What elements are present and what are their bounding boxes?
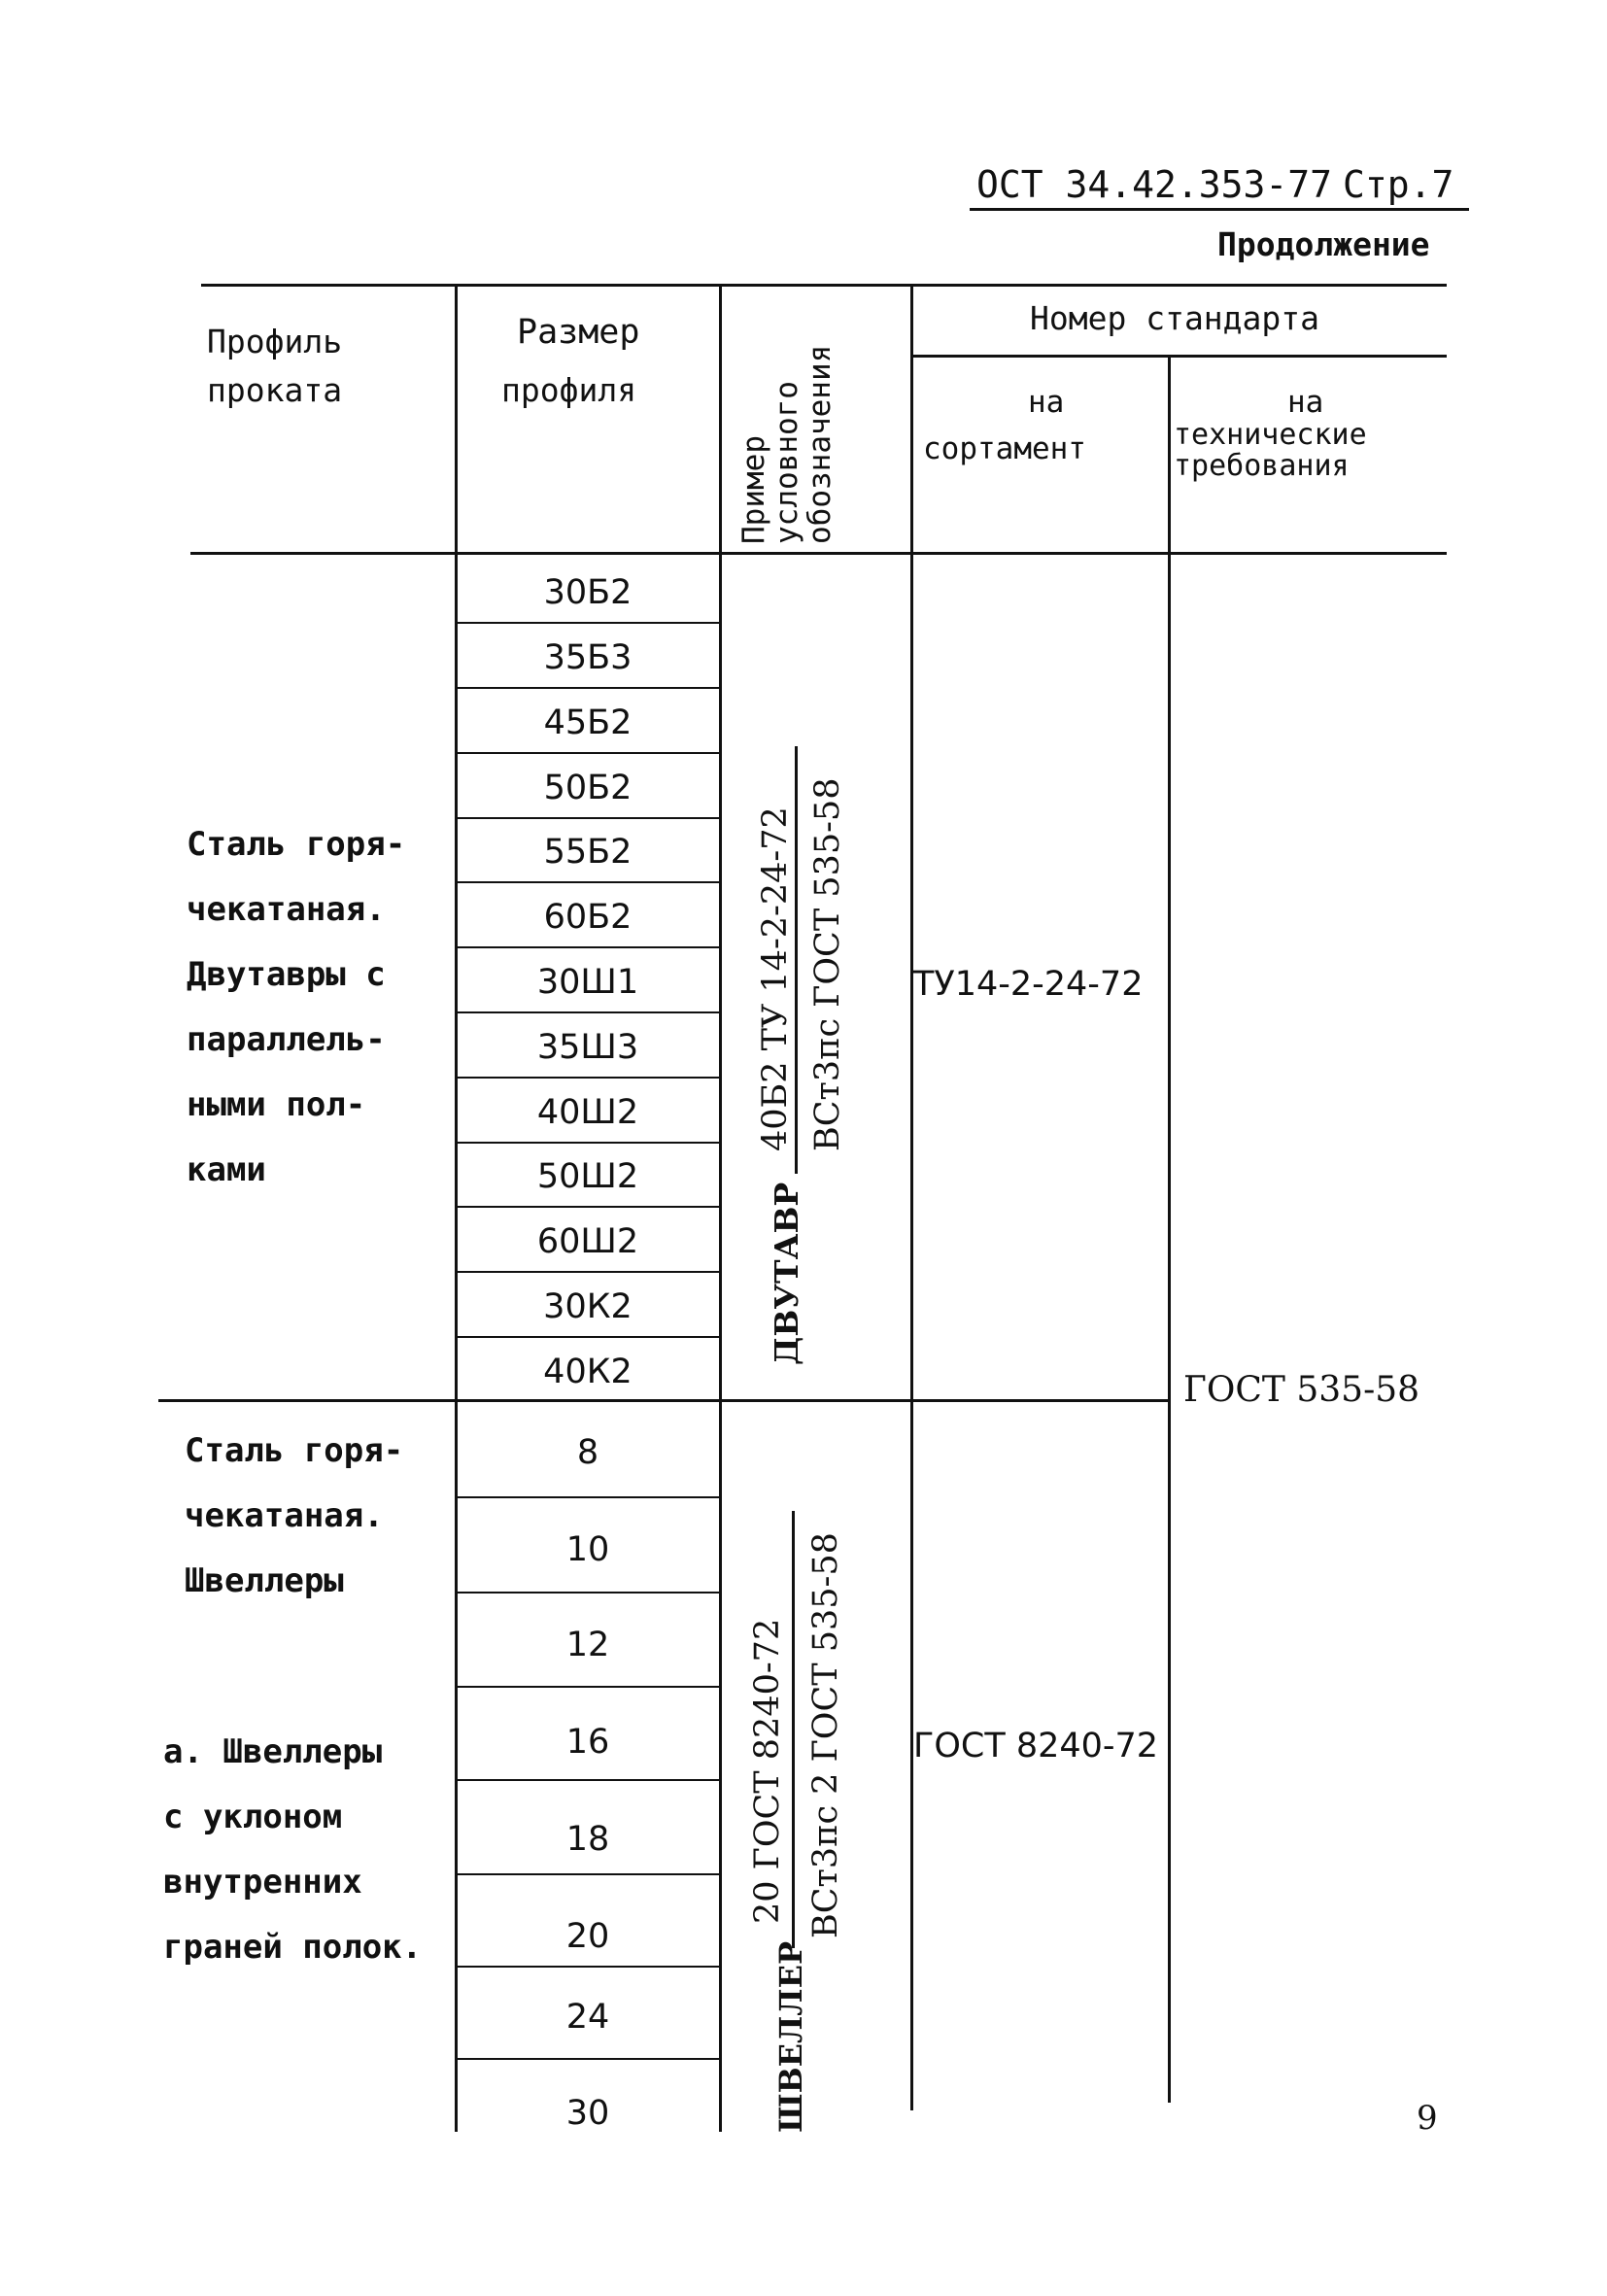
group-separator: [158, 1399, 1169, 1402]
group1-profile-line: Сталь горя-: [187, 825, 406, 864]
group1-designation-fraction-bar: [795, 746, 798, 1174]
header-assortment-line1: на: [1028, 385, 1065, 420]
header-bottom-border: [190, 552, 1447, 555]
standard-group-underline: [911, 355, 1447, 358]
group2-row-divider: [457, 1592, 719, 1593]
header-example-line3: обозначения: [803, 344, 838, 544]
group1-size-cell: 35Ш3: [536, 1028, 639, 1067]
group2-size-cell: 30: [565, 2094, 610, 2133]
group1-row-divider: [457, 1142, 719, 1144]
header-example-line1: Пример: [736, 435, 771, 544]
group2-subprofile-line: граней полок.: [163, 1928, 423, 1967]
group2-subprofile-description: [163, 1720, 422, 1980]
group2-subprofile-line: внутренних: [163, 1863, 362, 1902]
group1-size-cell: 30Б2: [543, 573, 633, 612]
header-assortment-line2: сортамент: [923, 431, 1086, 466]
group2-row-divider: [457, 1873, 719, 1875]
group1-size-cell: 45Б2: [543, 703, 633, 742]
group1-size-cell: 30Ш1: [536, 963, 639, 1002]
header-size-line1: Размер: [517, 313, 640, 352]
header-technical-line3: требования: [1174, 449, 1350, 483]
header-size-line2: профиля: [501, 371, 637, 409]
group1-row-divider: [457, 1271, 719, 1273]
header-profile-line2: проката: [207, 371, 343, 409]
group1-profile-line: ками: [187, 1150, 266, 1189]
column-divider-4: [1168, 356, 1171, 2103]
group1-size-cell: 55Б2: [543, 833, 633, 872]
group1-designation-name: ДВУТАВР: [768, 1182, 805, 1365]
group2-row-divider: [457, 1496, 719, 1498]
group2-row-divider: [457, 1966, 719, 1968]
header-example-line2: условного: [769, 381, 804, 544]
group2-row-divider: [457, 1779, 719, 1781]
header-profile-line1: Профиль: [207, 323, 343, 360]
group1-row-divider: [457, 752, 719, 754]
group2-size-cell: 20: [565, 1917, 610, 1956]
group2-size-cell: 12: [565, 1626, 610, 1664]
group1-profile-line: Двутавры с: [187, 955, 386, 994]
group1-row-divider: [457, 687, 719, 689]
group2-subprofile-line: с уклоном: [163, 1798, 343, 1836]
group1-row-divider: [457, 622, 719, 624]
group2-row-divider: [457, 1686, 719, 1688]
group2-row-divider: [457, 2058, 719, 2060]
group1-row-divider: [457, 1336, 719, 1338]
group1-size-cell: 50Ш2: [536, 1157, 639, 1196]
group2-size-cell: 10: [565, 1530, 610, 1569]
header-underline: [970, 208, 1469, 211]
group1-designation-numerator: 40Б2 ТУ 14-2-24-72: [756, 806, 795, 1151]
group2-size-cell: 18: [565, 1820, 610, 1859]
group1-size-cell: 50Б2: [543, 769, 633, 807]
group2-subprofile-line: а. Швеллеры: [163, 1732, 383, 1771]
group2-profile-line: Сталь горя-: [185, 1431, 404, 1470]
group1-row-divider: [457, 881, 719, 883]
group1-row-divider: [457, 946, 719, 948]
group1-row-divider: [457, 1077, 719, 1079]
group1-assortment-standard: ТУ14-2-24-72: [913, 965, 1144, 1004]
group2-profile-description: [185, 1419, 403, 1614]
group1-row-divider: [457, 1206, 719, 1208]
group2-profile-line: Швеллеры: [185, 1561, 344, 1600]
continuation-label: Продолжение: [1217, 225, 1430, 263]
column-divider-3: [910, 284, 913, 2110]
group1-size-cell: 30К2: [543, 1287, 633, 1326]
group1-profile-line: чекатаная.: [187, 890, 386, 929]
group2-designation-fraction-bar: [792, 1511, 795, 1948]
group1-designation-denominator: ВСт3пс ГОСТ 535-58: [808, 777, 847, 1151]
column-divider-2: [719, 284, 722, 2132]
page-reference: Стр.7: [1343, 163, 1454, 206]
group2-assortment-standard: ГОСТ 8240-72: [913, 1727, 1159, 1765]
document-code: ОСТ 34.42.353-77: [976, 163, 1333, 206]
group2-size-cell: 8: [576, 1433, 599, 1472]
group1-profile-line: ными пол-: [187, 1085, 366, 1124]
group1-profile-description: [187, 812, 405, 1203]
group2-designation-numerator: 20 ГОСТ 8240-72: [748, 1618, 787, 1924]
group1-row-divider: [457, 1011, 719, 1013]
group2-designation-name: ШВЕЛЛЕР: [772, 1940, 809, 2133]
group1-row-divider: [457, 817, 719, 819]
header-technical-line1: на: [1287, 385, 1324, 420]
group2-size-cell: 24: [565, 1998, 610, 2037]
technical-standard: ГОСТ 535-58: [1183, 1370, 1420, 1410]
group1-size-cell: 60Б2: [543, 898, 633, 937]
group1-size-cell: 40Ш2: [536, 1093, 639, 1132]
page-number: 9: [1417, 2099, 1438, 2138]
header-standard-group: Номер стандарта: [1030, 299, 1320, 337]
group2-size-cell: 16: [565, 1723, 610, 1762]
table-top-border: [201, 284, 1447, 287]
header-technical-line2: технические: [1174, 418, 1367, 452]
group2-designation-denominator: ВСт3пс 2 ГОСТ 535-58: [806, 1532, 845, 1938]
group1-size-cell: 40К2: [543, 1353, 633, 1391]
group1-size-cell: 35Б3: [543, 638, 633, 677]
group1-size-cell: 60Ш2: [536, 1222, 639, 1261]
group2-profile-line: чекатаная.: [185, 1496, 384, 1535]
group1-profile-line: параллель-: [187, 1020, 386, 1059]
